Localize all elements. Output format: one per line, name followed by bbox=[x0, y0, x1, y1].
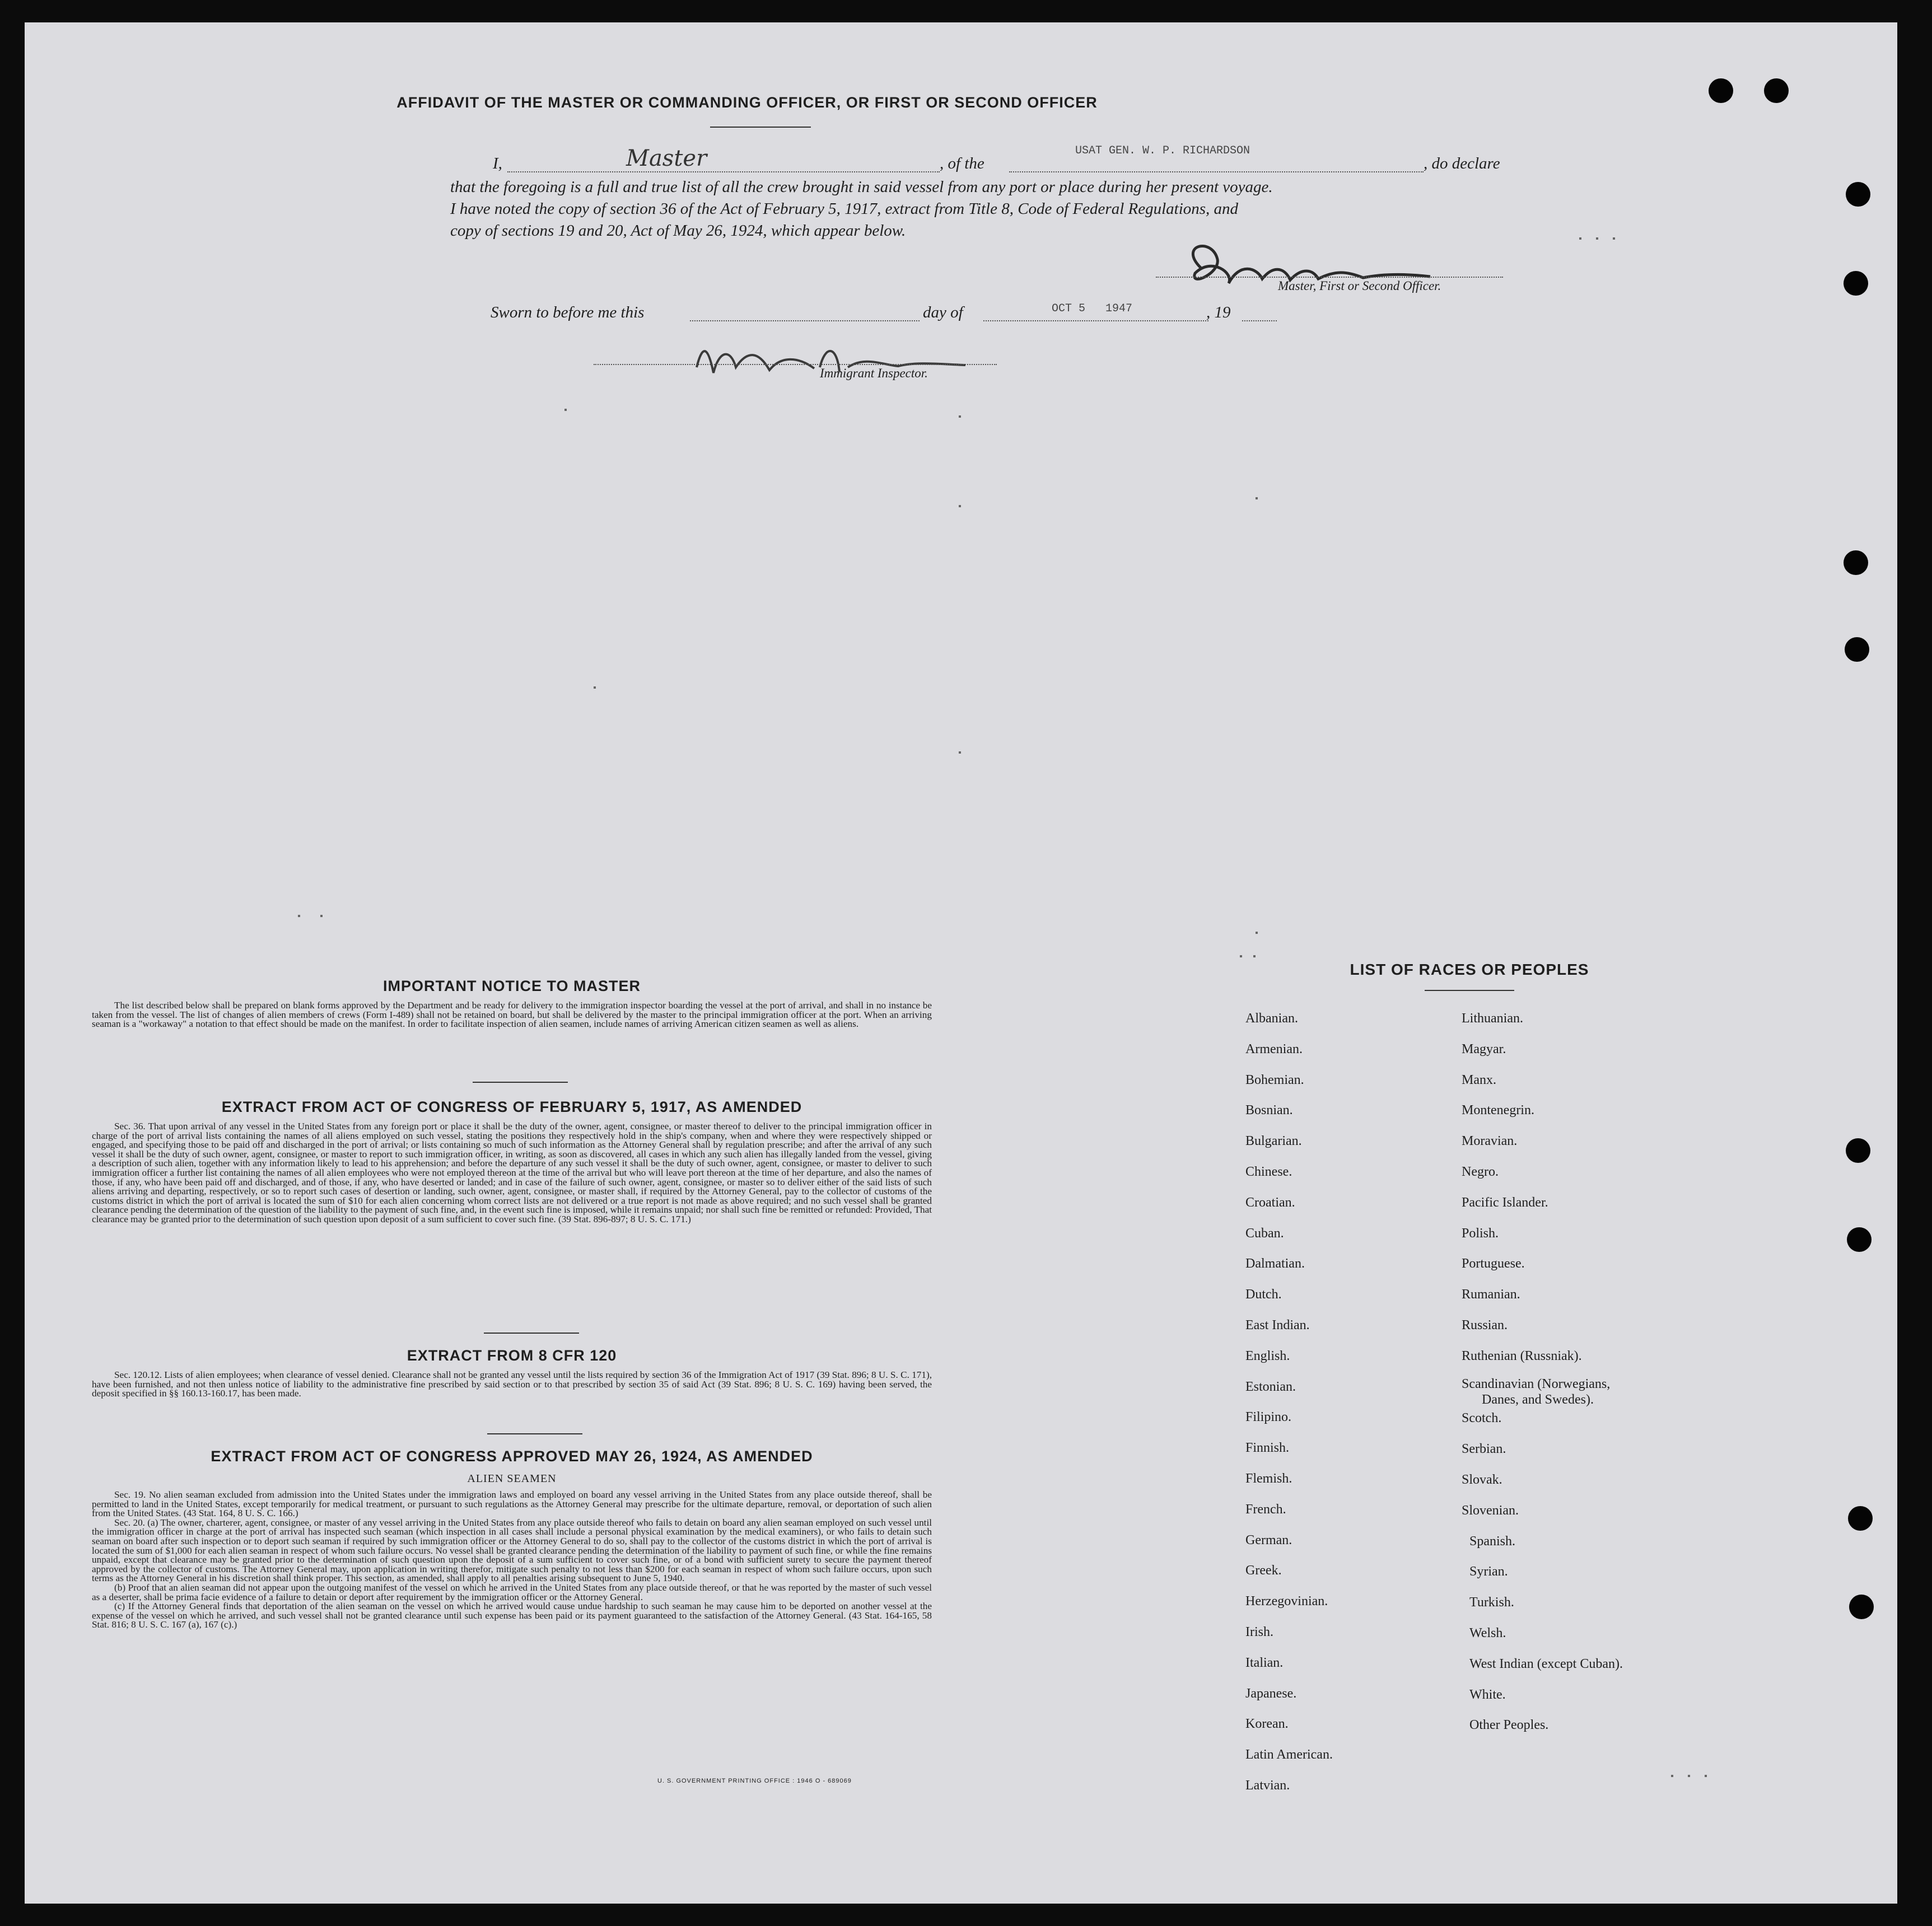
notice-paragraph: The list described below shall be prepared on blank forms approved by the Department and be ready for delivery to the immigration inspector boarding the vessel at the port of arrival, and shall in no instance be taken from the vessel. The list of changes of alien members of crews (Form I-489) shall not be retained on board, but shall be delivered by the master to the principal immigration officer at the port. When an arriving seaman is a "workaway" a notation to that effect should be made on the manifest. In order to facilitate inspection of alien seamen, include names of arriving American citizen seamen as well as aliens. bbox=[92, 1000, 932, 1030]
race-item: Albanian. bbox=[1245, 1011, 1298, 1026]
punch-hole bbox=[1849, 1595, 1874, 1619]
extract-cfr-title: EXTRACT FROM 8 CFR 120 bbox=[407, 1347, 617, 1364]
race-item: Dutch. bbox=[1245, 1287, 1282, 1302]
declaration-line-2: that the foregoing is a full and true list of all the crew brought in said vessel from any port or place during her present voyage. bbox=[450, 178, 1273, 196]
affidavit-title: AFFIDAVIT OF THE MASTER OR COMMANDING OFFICER, OR FIRST OR SECOND OFFICER bbox=[396, 94, 1098, 111]
race-item: Polish. bbox=[1462, 1226, 1499, 1241]
punch-hole bbox=[1709, 78, 1733, 103]
races-title-rule bbox=[1425, 990, 1514, 991]
section-rule bbox=[487, 1433, 582, 1434]
race-item: Russian. bbox=[1462, 1318, 1508, 1333]
race-item: Cuban. bbox=[1245, 1226, 1284, 1241]
vessel-name: USAT GEN. W. P. RICHARDSON bbox=[1075, 144, 1250, 157]
race-item: Manx. bbox=[1462, 1072, 1496, 1087]
officer-label: Master, First or Second Officer. bbox=[1278, 279, 1441, 293]
race-item: Bosnian. bbox=[1245, 1103, 1293, 1118]
speck bbox=[1613, 237, 1615, 240]
declaration-of-the: , of the bbox=[940, 155, 984, 172]
officer-signature-line bbox=[1156, 277, 1503, 278]
punch-hole bbox=[1844, 550, 1868, 575]
section-rule bbox=[473, 1082, 568, 1083]
punch-hole bbox=[1764, 78, 1789, 103]
race-item: Slovenian. bbox=[1462, 1503, 1519, 1518]
speck bbox=[1253, 955, 1256, 957]
race-item: Herzegovinian. bbox=[1245, 1594, 1328, 1609]
master-signature bbox=[1178, 234, 1469, 307]
sworn-day-field bbox=[690, 320, 920, 321]
speck bbox=[1256, 932, 1258, 934]
title-rule bbox=[710, 127, 811, 128]
declaration-suffix: , do declare bbox=[1424, 155, 1500, 172]
race-item: Rumanian. bbox=[1462, 1287, 1520, 1302]
declaration-line-4: copy of sections 19 and 20, Act of May 26, 1924, which appear below. bbox=[450, 222, 906, 240]
race-item: White. bbox=[1469, 1687, 1506, 1702]
sworn-year-field bbox=[1242, 320, 1277, 321]
punch-hole bbox=[1846, 1138, 1870, 1163]
speck bbox=[1671, 1775, 1673, 1777]
sworn-month-field bbox=[983, 320, 1208, 321]
race-item: Armenian. bbox=[1245, 1041, 1303, 1057]
extract-1924-text bbox=[92, 1490, 932, 1630]
race-item: Japanese. bbox=[1245, 1686, 1297, 1701]
section-20c-paragraph: (c) If the Attorney General finds that deportation of the alien seaman on the vessel on which he arrived would cause undue hardship to such seaman he may cause him to be deported on another vessel at the expense of the vessel on which he arrived, and such vessel shall not be granted clearance until such expense has been paid or its payment guaranteed to the satisfaction of the Attorney General. (43 Stat. 164-165, 58 Stat. 816; 8 U. S. C. 167 (a), 167 (c).) bbox=[92, 1601, 932, 1630]
race-item: Italian. bbox=[1245, 1655, 1284, 1670]
section-19-paragraph: Sec. 19. No alien seaman excluded from admission into the United States under the immigration laws and employed on board any vessel arriving in the United States from any place outside thereof, shall be permitted to land in the United States, except temporarily for medical treatment, or pursuant to such regulations as the Attorney General may prescribe for the ultimate departure, removal, or deportation of such alien from the United States. (43 Stat. 164, 8 U. S. C. 166.) bbox=[92, 1489, 932, 1519]
speck bbox=[959, 415, 961, 418]
race-item: Ruthenian (Russniak). bbox=[1462, 1348, 1582, 1363]
notice-title: IMPORTANT NOTICE TO MASTER bbox=[383, 978, 641, 994]
race-item: Slovak. bbox=[1462, 1472, 1502, 1487]
race-item: Irish. bbox=[1245, 1625, 1273, 1639]
declarant-field bbox=[507, 171, 940, 172]
speck bbox=[1240, 955, 1242, 957]
extract-1917-paragraph: Sec. 36. That upon arrival of any vessel in the United States from any foreign port or place it shall be the duty of the owner, agent, consignee, or master thereof to deliver to the principal immigration officer in charge of the port of arrival lists containing the names of all aliens employed on such vessel, stating the positions they respectively hold in the ship's company, when and where they were respectively shipped or engaged, and specifying those to be paid off and discharged in the port of arrival; or lists containing so much of such information as the Attorney General shall by regulation prescribe; and after the arrival of any such vessel it shall be the duty of such owner, agent, consignee, or master to report to such immigration officer, in writing, as soon as discovered, all cases in which any such alien has illegally landed from the vessel, giving a description of such alien, together with any information likely to lead to his apprehension; and before the departure of any such vessel it shall be the duty of such owner, agent, consignee, or master to deliver to such immigration officer a further list containing the names of all alien employees who were not employed thereon at the time of the arrival but who will leave port thereon at the time of her departure, and also the names of those, if any, who have been paid off and discharged, and of those, if any, who have deserted or landed; and in case of the failure of such owner, agent, consignee, or master so to deliver either of the said lists of such aliens arriving and departing, respectively, or so to report such cases of desertion or landing, such owner, agent, consignee, or master shall, if required by the Attorney General, pay to the collector of customs of the customs district in which the port of arrival is located the sum of $10 for each alien concerning whom correct lists are not delivered or a true report is not made as above required; and no such vessel shall be granted clearance pending the determination of the question of the liability to the payment of such fine, and, in the event such fine is imposed, while it remains unpaid; nor shall such fine be remitted or refunded: Provided, That clearance may be granted prior to the determination of such question upon deposit of a sum sufficient to cover such fine. (39 Stat. 896-897; 8 U. S. C. 171.) bbox=[92, 1121, 932, 1224]
race-item: Scandinavian (Norwegians, Danes, and Swedes). bbox=[1462, 1376, 1611, 1407]
vessel-field bbox=[1009, 171, 1424, 172]
extract-1924-subtitle: ALIEN SEAMEN bbox=[467, 1472, 557, 1485]
declarant-handwriting: Master bbox=[626, 146, 707, 171]
speck bbox=[1688, 1775, 1690, 1777]
race-item: Filipino. bbox=[1245, 1410, 1292, 1425]
race-item: Serbian. bbox=[1462, 1442, 1506, 1457]
notice-text bbox=[92, 1001, 932, 1029]
extract-1917-text bbox=[92, 1122, 932, 1224]
speck bbox=[1596, 237, 1598, 240]
race-item: Bulgarian. bbox=[1245, 1134, 1302, 1149]
race-item: Latin American. bbox=[1245, 1747, 1333, 1763]
speck bbox=[959, 505, 961, 507]
race-item: Estonian. bbox=[1245, 1379, 1296, 1394]
race-item: English. bbox=[1245, 1348, 1290, 1363]
race-item: Croatian. bbox=[1245, 1195, 1295, 1210]
inspector-label: Immigrant Inspector. bbox=[820, 366, 928, 380]
punch-hole bbox=[1845, 637, 1869, 662]
race-item: East Indian. bbox=[1245, 1318, 1310, 1333]
punch-hole bbox=[1847, 1227, 1872, 1252]
speck bbox=[1579, 237, 1581, 240]
race-item: Latvian. bbox=[1245, 1778, 1290, 1793]
extract-1924-title: EXTRACT FROM ACT OF CONGRESS APPROVED MAY 26, 1924, AS AMENDED bbox=[211, 1448, 813, 1465]
declaration-prefix: I, bbox=[493, 155, 502, 172]
race-item: Syrian. bbox=[1469, 1564, 1508, 1579]
race-item: Spanish. bbox=[1469, 1534, 1516, 1549]
document-page bbox=[25, 22, 1897, 1904]
races-title: LIST OF RACES OR PEOPLES bbox=[1350, 961, 1589, 978]
race-item: Magyar. bbox=[1462, 1041, 1506, 1057]
race-item: Pacific Islander. bbox=[1462, 1195, 1548, 1210]
race-item: Moravian. bbox=[1462, 1134, 1518, 1149]
extract-cfr-paragraph: Sec. 120.12. Lists of alien employees; when clearance of vessel denied. Clearance shall not be granted any vessel until the lists required by section 36 of the Immigration Act of 1917 (39 Stat. 896; 8 U. S. C. 171), have been furnished, and not then unless notice of liability to the administrative fine prescribed by said section or to that prescribed by section 35 of said Act (39 Stat. 896; 8 U. S. C. 169) having been served, the deposit specified in §§ 160.13-160.17, has been made. bbox=[92, 1369, 932, 1399]
race-item: French. bbox=[1245, 1502, 1286, 1517]
race-item: Dalmatian. bbox=[1245, 1256, 1305, 1271]
race-item: Montenegrin. bbox=[1462, 1103, 1534, 1118]
section-20a-paragraph: Sec. 20. (a) The owner, charterer, agent, consignee, or master of any vessel arriving in the United States from any place outside thereof who fails to detain on board any alien seaman employed on such vessel until the immigration officer in charge at the port of arrival has inspected such seaman (which inspection in all cases shall include a personal physical examination by the medical examiners), or who fails to detain such seaman on board after such inspection or to deport such seaman if required by such immigration officer or the Attorney General to do so, shall pay to the collector of the customs district in which the port of arrival is located the sum of $1,000 for each alien seaman in respect of whom such failure occurs. No vessel shall be granted clearance pending the determination of the liability to payment of such fine, or while the fine remains unpaid, except that clearance may be granted prior to the determination of such question upon the deposit of a sum sufficient to cover such fine, or of a bond with sufficient surety to secure the payment thereof approved by the collector of customs. The Attorney General may, upon application in writing therefor, mitigate such penalty to not less than $200 for each seaman in respect of whom such failure occurs, upon such terms as the Attorney General in his discretion shall think proper. This section, as amended, shall apply to all penalties arising subsequent to June 5, 1940. bbox=[92, 1517, 932, 1584]
sworn-prefix: Sworn to before me this bbox=[491, 303, 645, 321]
extract-1917-title: EXTRACT FROM ACT OF CONGRESS OF FEBRUARY 5, 1917, AS AMENDED bbox=[221, 1098, 802, 1115]
speck bbox=[320, 915, 323, 917]
race-item: Greek. bbox=[1245, 1563, 1282, 1578]
speck bbox=[1256, 497, 1258, 499]
punch-hole bbox=[1848, 1506, 1873, 1531]
punch-hole bbox=[1846, 182, 1870, 207]
race-item: Chinese. bbox=[1245, 1165, 1292, 1179]
race-item: Bohemian. bbox=[1245, 1072, 1304, 1087]
section-rule bbox=[484, 1333, 579, 1334]
race-item: West Indian (except Cuban). bbox=[1469, 1656, 1623, 1671]
extract-cfr-text bbox=[92, 1371, 932, 1399]
race-item: Portuguese. bbox=[1462, 1256, 1525, 1271]
sworn-year: , 19 bbox=[1206, 303, 1231, 321]
race-item: Scotch. bbox=[1462, 1411, 1502, 1426]
sworn-date: OCT 5 1947 bbox=[1052, 302, 1133, 315]
race-item: Flemish. bbox=[1245, 1471, 1292, 1486]
printing-office-footer: U. S. GOVERNMENT PRINTING OFFICE : 1946 O - 689069 bbox=[657, 1778, 852, 1784]
race-item: German. bbox=[1245, 1532, 1292, 1548]
race-item: Turkish. bbox=[1469, 1595, 1514, 1610]
speck bbox=[1705, 1775, 1707, 1777]
race-item: Other Peoples. bbox=[1469, 1718, 1549, 1733]
race-item: Korean. bbox=[1245, 1717, 1289, 1732]
declaration-line-3: I have noted the copy of section 36 of the Act of February 5, 1917, extract from Title 8, Code of Federal Regulations, and bbox=[450, 200, 1239, 218]
race-item: Welsh. bbox=[1469, 1626, 1506, 1640]
inspector-signature-line bbox=[594, 364, 997, 365]
speck bbox=[298, 915, 300, 917]
speck bbox=[594, 686, 596, 689]
inspector-signature bbox=[685, 334, 988, 390]
speck bbox=[564, 409, 567, 411]
race-item: Finnish. bbox=[1245, 1441, 1290, 1456]
sworn-day-of: day of bbox=[923, 303, 963, 321]
section-20b-paragraph: (b) Proof that an alien seaman did not appear upon the outgoing manifest of the vessel on which he arrived in the United States from any place outside thereof, or that he was reported by the master of such vessel as a deserter, shall be prima facie evidence of a failure to detain or deport after requirement by the immigration officer or the Attorney General. bbox=[92, 1582, 932, 1602]
speck bbox=[959, 751, 961, 754]
race-item: Negro. bbox=[1462, 1165, 1499, 1179]
race-item: Lithuanian. bbox=[1462, 1011, 1523, 1026]
punch-hole bbox=[1844, 271, 1868, 296]
